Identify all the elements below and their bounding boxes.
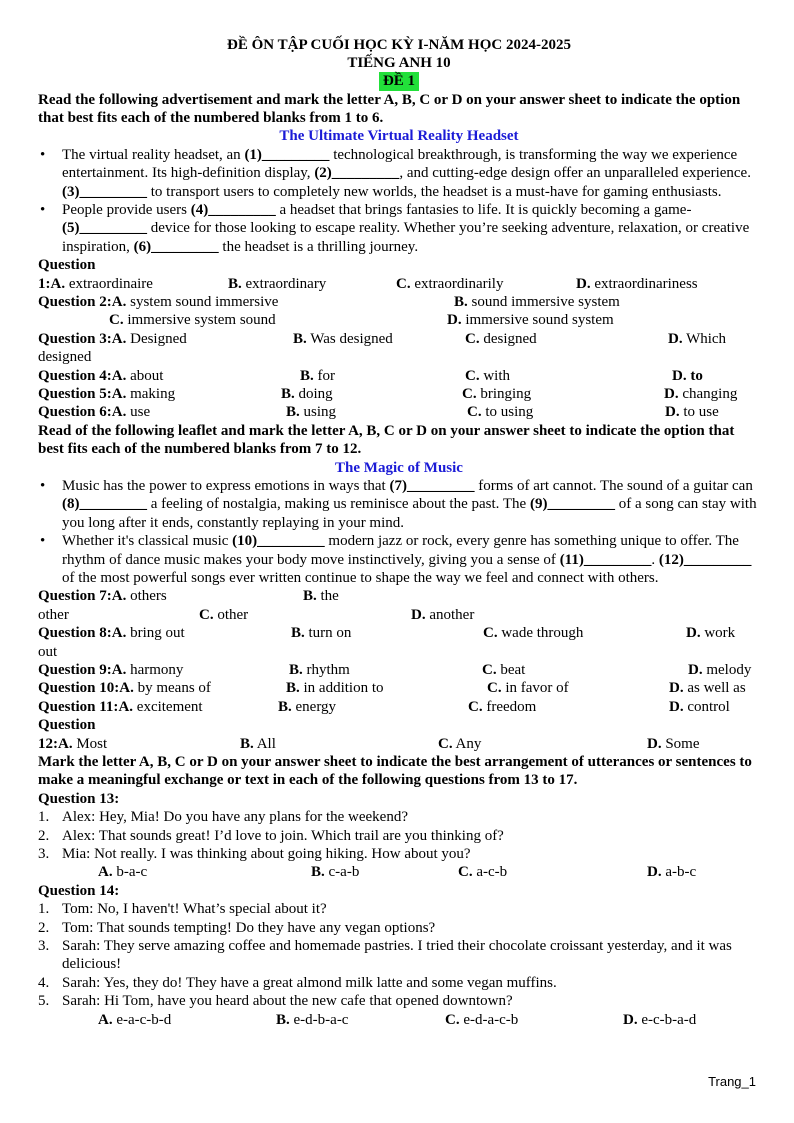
exam-page: [38, 37, 760, 1029]
option-a[interactable]: Question 2:A. system sound immersive: [38, 294, 279, 311]
option-c[interactable]: C. wade through: [483, 625, 584, 642]
section2-title: The Magic of Music: [335, 459, 463, 476]
question-9: [38, 661, 760, 679]
section1-paragraph-1: • The virtual reality headset, an (1)_________ technological breakthrough, is transforming the way we experience entertainment. Its high-definition display, (2)_________, and cutting-edge design offer an unparalleled experience. (3)_________ to transport users to completely new worlds, the headset is a must-have for gaming enthusiasts.: [62, 146, 760, 201]
page-number: Trang_1: [708, 1074, 756, 1089]
option-b[interactable]: B. c-a-b: [311, 864, 360, 881]
utterance: 4. Sarah: Yes, they do! They have a great almond milk latte and some vegan muffins.: [38, 974, 557, 991]
option-a[interactable]: Question 4:A. about: [38, 367, 164, 384]
question-6: [38, 403, 760, 421]
option-a[interactable]: Question 11:A. excitement: [38, 698, 203, 715]
option-c[interactable]: C. with: [465, 367, 511, 384]
question-label: Question: [38, 257, 96, 274]
option-c[interactable]: C. e-d-a-c-b: [445, 1011, 519, 1028]
option-c[interactable]: C. other: [199, 606, 249, 623]
option-b[interactable]: B. turn on: [291, 625, 352, 642]
option-c[interactable]: C. a-c-b: [458, 864, 508, 881]
option-d[interactable]: D. control: [669, 698, 730, 715]
question-label: Question 14:: [38, 882, 120, 899]
question-label: Question: [38, 717, 96, 734]
option-c[interactable]: C. Any: [438, 735, 482, 752]
option-c[interactable]: C. designed: [465, 330, 537, 347]
question-10: [38, 679, 760, 697]
option-b[interactable]: B. e-d-b-a-c: [276, 1011, 349, 1028]
option-d[interactable]: D. immersive sound system: [447, 312, 614, 329]
utterance-list: [38, 808, 760, 863]
option-c[interactable]: C. in favor of: [487, 680, 569, 697]
question-1: [38, 256, 760, 293]
option-a[interactable]: Question 6:A. use: [38, 404, 151, 421]
question-14: [38, 882, 760, 1029]
option-b[interactable]: B. energy: [278, 698, 337, 715]
option-a[interactable]: Question 8:A. bring out: [38, 625, 185, 642]
option-b[interactable]: B. for: [300, 367, 336, 384]
option-d[interactable]: D. to use: [665, 404, 719, 421]
question-4: [38, 367, 760, 385]
question-12: [38, 716, 760, 753]
option-c[interactable]: C. beat: [482, 662, 526, 679]
question-8: [38, 624, 760, 661]
option-c[interactable]: C. to using: [467, 404, 534, 421]
option-d-continued: out: [38, 643, 58, 660]
option-b[interactable]: B. rhythm: [289, 662, 350, 679]
exam-tag: ĐỀ 1: [379, 72, 419, 90]
option-a[interactable]: A. b-a-c: [98, 864, 148, 881]
section2-passage: [38, 477, 760, 587]
section2-paragraph-1: • Music has the power to express emotions in ways that (7)_________ forms of art cannot. The sound of a guitar can (8)_________ a feeling of nostalgia, making us reminisce about the past. The (9)_________ of a song can stay with you long after it ends, constantly replaying in your mind.: [62, 477, 760, 532]
option-b[interactable]: B. in addition to: [286, 680, 384, 697]
question-label: Question 13:: [38, 790, 120, 807]
option-d[interactable]: D. e-c-b-a-d: [623, 1011, 697, 1028]
section1-passage: [38, 146, 760, 256]
option-b[interactable]: B. the: [303, 588, 339, 605]
option-d[interactable]: D. as well as: [669, 680, 746, 697]
utterance: 1. Alex: Hey, Mia! Do you have any plans for the weekend?: [38, 809, 408, 826]
utterance-list: [38, 900, 760, 1010]
option-b[interactable]: B. All: [240, 735, 276, 752]
question-11: [38, 698, 760, 716]
option-c[interactable]: C. bringing: [462, 386, 532, 403]
utterance: 3. Sarah: They serve amazing coffee and homemade pastries. I tried their chocolate croissant yesterday, and it was delicious!: [38, 938, 732, 973]
option-a[interactable]: Question 7:A. others: [38, 588, 167, 605]
utterance: 2. Tom: That sounds tempting! Do they have any vegan options?: [38, 919, 436, 936]
option-a[interactable]: A. e-a-c-b-d: [98, 1011, 172, 1028]
option-b[interactable]: B. doing: [281, 386, 333, 403]
option-a[interactable]: Question 3:A. Designed: [38, 330, 187, 347]
option-d[interactable]: D. Some: [647, 735, 700, 752]
utterance: 5. Sarah: Hi Tom, have you heard about the new cafe that opened downtown?: [38, 993, 513, 1010]
question-3: [38, 330, 760, 367]
utterance: 3. Mia: Not really. I was thinking about going hiking. How about you?: [38, 846, 471, 863]
option-d[interactable]: D. work: [686, 625, 736, 642]
option-d[interactable]: D. a-b-c: [647, 864, 697, 881]
option-b[interactable]: B. sound immersive system: [454, 294, 620, 311]
option-b[interactable]: B. Was designed: [293, 330, 393, 347]
option-a[interactable]: 1:A. extraordinaire: [38, 275, 153, 292]
utterance: 1. Tom: No, I haven't! What’s special about it?: [38, 901, 327, 918]
question-2: [38, 293, 760, 330]
question-13: [38, 790, 760, 882]
exam-subject: TIẾNG ANH 10: [347, 54, 451, 71]
question-13-options: [38, 863, 760, 881]
option-c[interactable]: C. immersive system sound: [109, 312, 276, 329]
option-d[interactable]: D. extraordinariness: [576, 275, 698, 292]
option-d[interactable]: D. another: [411, 606, 475, 623]
option-b-continued: other: [38, 606, 69, 623]
utterance: 2. Alex: That sounds great! I’d love to join. Which trail are you thinking of?: [38, 827, 504, 844]
option-d-continued: designed: [38, 349, 92, 366]
section1-instruction: Read the following advertisement and mark the letter A, B, C or D on your answer sheet to indicate the option that best fits each of the numbered blanks from 1 to 6.: [38, 91, 741, 126]
option-a[interactable]: 12:A. Most: [38, 735, 108, 752]
option-a[interactable]: Question 10:A. by means of: [38, 680, 211, 697]
question-5: [38, 385, 760, 403]
question-14-options: [38, 1011, 760, 1029]
exam-title: ĐỀ ÔN TẬP CUỐI HỌC KỲ I-NĂM HỌC 2024-2025: [227, 37, 571, 53]
option-a[interactable]: Question 9:A. harmony: [38, 662, 184, 679]
option-d[interactable]: D. Which: [668, 330, 727, 347]
section2-paragraph-2: • Whether it's classical music (10)_________ modern jazz or rock, every genre has something unique to offer. The rhythm of dance music makes your body move instinctively, giving you a sense of (11)_________. (12)_________ of the most powerful songs ever written continue to shape the way we feel and connect with others.: [62, 532, 760, 587]
exam-tag-wrap: [38, 72, 760, 90]
section1-title: The Ultimate Virtual Reality Headset: [279, 128, 519, 145]
question-7: [38, 587, 760, 624]
option-d[interactable]: D. to: [672, 367, 703, 384]
option-b[interactable]: B. extraordinary: [228, 275, 327, 292]
section1-paragraph-2: • People provide users (4)_________ a headset that brings fantasies to life. It is quickly becoming a game-(5)_________ device for those looking to escape reality. Whether you’re seeking adventure, relaxation, or creative inspiration, (6)_________ the headset is a thrilling journey.: [62, 201, 760, 256]
option-a[interactable]: Question 5:A. making: [38, 386, 176, 403]
option-c[interactable]: C. extraordinarily: [396, 275, 504, 292]
option-d[interactable]: D. changing: [664, 386, 738, 403]
section3-instruction: Mark the letter A, B, C or D on your answer sheet to indicate the best arrangement of utterances or sentences to make a meaningful exchange or text in each of the following questions from 13 to 17.: [38, 754, 752, 789]
section2-instruction: Read of the following leaflet and mark the letter A, B, C or D on your answer sheet to indicate the option that best fits each of the numbered blanks from 7 to 12.: [38, 422, 735, 458]
option-b[interactable]: B. using: [286, 404, 337, 421]
option-c[interactable]: C. freedom: [468, 698, 537, 715]
option-d[interactable]: D. melody: [688, 662, 752, 679]
